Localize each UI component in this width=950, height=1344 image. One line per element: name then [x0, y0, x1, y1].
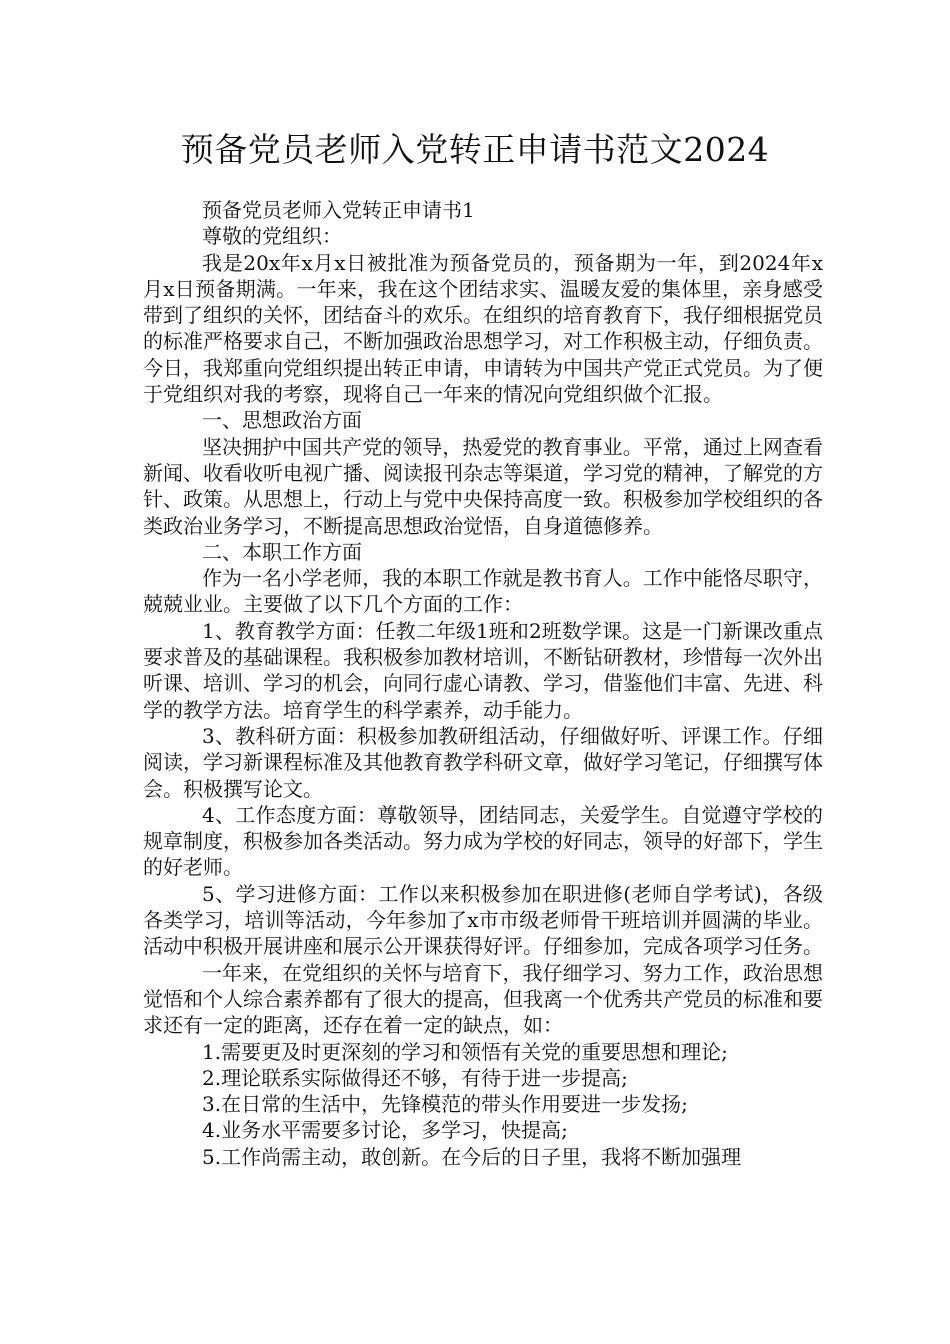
list-item: 2.理论联系实际做得还不够，有待于进一步提高;	[202, 1065, 628, 1090]
paragraph-research: 3、教科研方面：积极参加教研组活动，仔细做好听、评课工作。仔细阅读，学习新课程标准及其他教育教学科研文章，做好学习笔记，仔细撰写体会。积极撰写论文。	[143, 723, 823, 801]
paragraph-politics: 坚决拥护中国共产党的领导，热爱党的教育事业。平常，通过上网查看新闻、收看收听电视广播、阅读报刊杂志等渠道，学习党的精神，了解党的方针、政策。从思想上，行动上与党中央保持高度一致。积极参加学校组织的各类政治业务学习，不断提高思想政治觉悟，自身道德修养。	[143, 434, 823, 538]
paragraph-intro: 我是20x年x月x日被批准为预备党员的，预备期为一年，到2024年x月x日预备期满。一年来，我在这个团结求实、温暖友爱的集体里，亲身感受带到了组织的关怀，团结奋斗的欢乐。在组织的培育教育下，我仔细根据党员的标准严格要求自己，不断加强政治思想学习，对工作积极主动，仔细负责。今日，我郑重向党组织提出转正申请，申请转为中国共产党正式党员。为了便于党组织对我的考察，现将自己一年来的情况向党组织做个汇报。	[143, 250, 823, 407]
document-body	[143, 197, 823, 1170]
paragraph-work: 作为一名小学老师，我的本职工作就是教书育人。工作中能恪尽职守，兢兢业业。主要做了以下几个方面的工作：	[143, 566, 823, 617]
salutation: 尊敬的党组织：	[202, 224, 342, 249]
section-heading-2: 二、本职工作方面	[202, 539, 362, 564]
list-item: 5.工作尚需主动，敢创新。在今后的日子里，我将不断加强理	[202, 1144, 742, 1169]
list-item: 4.业务水平需要多讨论，多学习，快提高;	[202, 1118, 568, 1143]
list-item: 1.需要更及时更深刻的学习和领悟有关党的重要思想和理论;	[202, 1039, 728, 1064]
paragraph-summary: 一年来，在党组织的关怀与培育下，我仔细学习、努力工作，政治思想觉悟和个人综合素养都有了很大的提高，但我离一个优秀共产党员的标准和要求还有一定的距离，还存在着一定的缺点，如：	[143, 960, 823, 1038]
list-item: 3.在日常的生活中，先锋模范的带头作用要进一步发扬;	[202, 1092, 688, 1117]
document-title: 预备党员老师入党转正申请书范文2024	[180, 130, 770, 169]
paragraph-teaching: 1、教育教学方面：任教二年级1班和2班数学课。这是一门新课改重点要求普及的基础课程。我积极参加教材培训，不断钻研教材，珍惜每一次外出听课、培训、学习的机会，向同行虚心请教、学习，借鉴他们丰富、先进、科学的教学方法。培育学生的科学素养，动手能力。	[143, 618, 823, 722]
letter-heading: 预备党员老师入党转正申请书1	[202, 198, 475, 222]
paragraph-attitude: 4、工作态度方面：尊敬领导，团结同志，关爱学生。自觉遵守学校的规章制度，积极参加各类活动。努力成为学校的好同志，领导的好部下，学生的好老师。	[143, 802, 823, 880]
paragraph-study: 5、学习进修方面：工作以来积极参加在职进修(老师自学考试)，各级各类学习，培训等活动，今年参加了x市市级老师骨干班培训并圆满的毕业。活动中积极开展讲座和展示公开课获得好评。仔细参加，完成各项学习任务。	[143, 881, 823, 959]
section-heading-1: 一、思想政治方面	[202, 408, 362, 433]
